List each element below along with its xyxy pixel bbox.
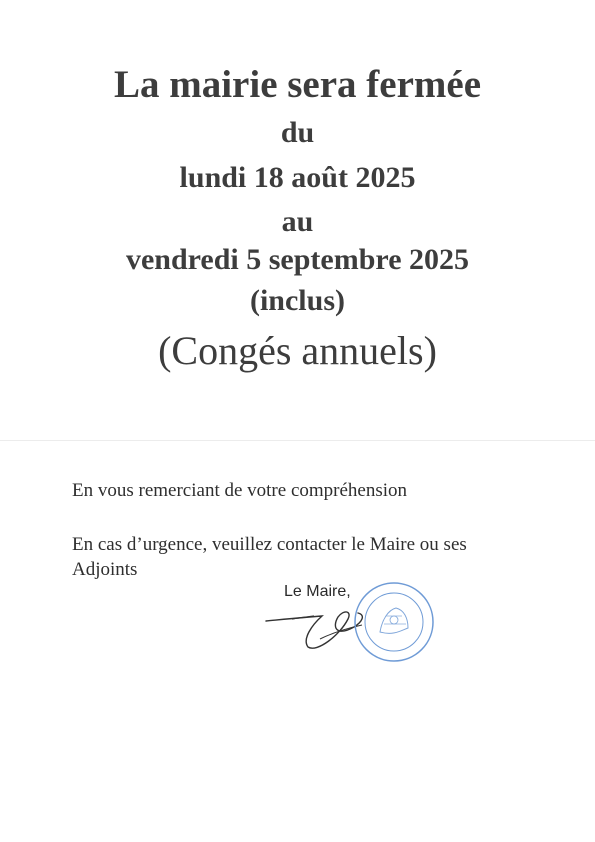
notice-reason: (Congés annuels) [158,328,437,373]
notice-from-label: du [280,116,315,149]
notice-title: La mairie sera fermée [113,63,482,106]
urgent-contact-message: En cas d’urgence, veuillez contacter le Maire ou ses Adjoints [72,534,467,580]
notice-to-label: au [281,205,314,238]
notice-inclusive: (inclus) [249,284,345,317]
notice-end-date: vendredi 5 septembre 2025 [125,243,470,276]
signature-label: Le Maire, [284,583,351,600]
official-stamp [352,580,436,664]
thanks-message: En vous remerciant de votre compréhension [72,480,408,501]
divider [0,440,595,441]
notice-start-date: lundi 18 août 2025 [179,161,416,194]
